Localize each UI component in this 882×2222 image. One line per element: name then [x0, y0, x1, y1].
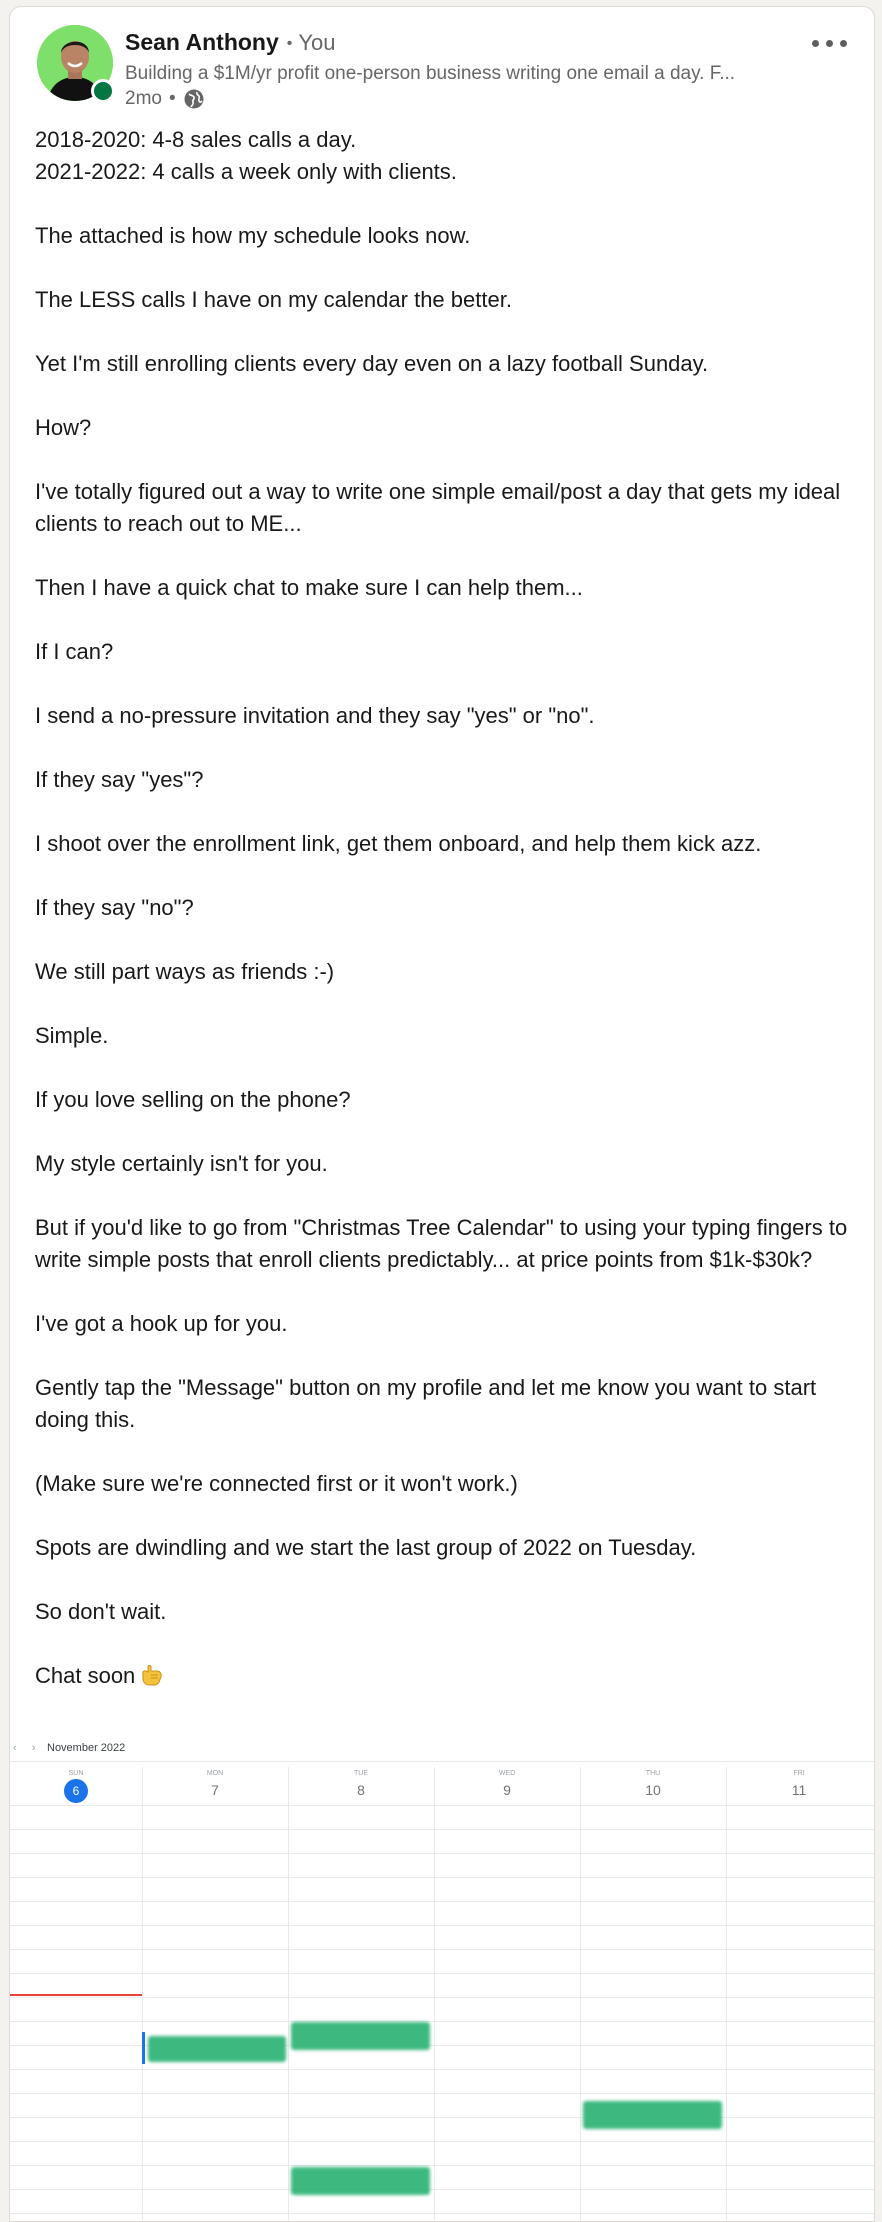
post-paragraph: But if you'd like to go from "Christmas Tree Calendar" to using your typing fingers to write simple posts that enroll clients predictably... at price points from $1k-$30k? [35, 1215, 854, 1272]
post-paragraph: We still part ways as friends :-) [35, 959, 335, 984]
call-me-hand-emoji [139, 1661, 165, 1687]
current-time-line [10, 1994, 142, 1996]
post-paragraph: So don't wait. [35, 1599, 167, 1624]
author-name[interactable]: Sean Anthony [125, 29, 279, 55]
day-number: 9 [503, 1782, 511, 1798]
day-column-header[interactable] [726, 1767, 872, 1803]
post-text [35, 124, 855, 1724]
day-abbr: SUN [68, 1770, 84, 1777]
day-number: 8 [357, 1782, 365, 1798]
author-relation: You [298, 30, 336, 55]
calendar-screenshot[interactable] [10, 1731, 874, 2221]
day-column-header[interactable] [434, 1767, 580, 1803]
post-paragraph: Then I have a quick chat to make sure I can help them... [35, 575, 583, 600]
calendar-event[interactable] [291, 2167, 430, 2195]
separator-dot: • [286, 35, 293, 52]
day-column-header[interactable] [142, 1767, 288, 1803]
closing-text: Chat soon [35, 1663, 136, 1688]
post-paragraph: I've totally figured out a way to write one simple email/post a day that gets my ideal clients to reach out to ME... [35, 479, 847, 536]
post-closing [35, 1660, 855, 1692]
day-abbr: TUE [354, 1770, 368, 1777]
day-column-header[interactable] [580, 1767, 726, 1803]
day-number: 6 [64, 1779, 88, 1803]
post-paragraph: Spots are dwindling and we start the last group of 2022 on Tuesday. [35, 1535, 697, 1560]
post-paragraph: I've got a hook up for you. [35, 1311, 288, 1336]
separator-dot: • [168, 88, 176, 109]
day-number: 11 [791, 1782, 807, 1798]
post-paragraph: Gently tap the "Message" button on my profile and let me know you want to start doing this. [35, 1375, 823, 1432]
day-column-header[interactable] [9, 1767, 149, 1803]
day-abbr: MON [206, 1770, 224, 1777]
post-paragraph: I shoot over the enrollment link, get them onboard, and help them kick azz. [35, 831, 762, 856]
calendar-event[interactable] [291, 2022, 430, 2050]
author-line [125, 27, 336, 61]
calendar-week-grid [10, 1767, 874, 2221]
day-abbr: WED [498, 1770, 516, 1777]
post-paragraph: I send a no-pressure invitation and they say "yes" or "no". [35, 703, 595, 728]
calendar-month-label: November 2022 [47, 1742, 126, 1754]
day-number: 10 [645, 1782, 661, 1798]
calendar-nav-arrows: ‹ › [13, 1742, 42, 1754]
author-headline: Building a $1M/yr profit one-person business writing one email a day. F... [125, 63, 736, 84]
online-status-indicator [91, 79, 115, 103]
more-options-icon[interactable] [810, 31, 850, 55]
post-paragraph: My style certainly isn't for you. [35, 1151, 328, 1176]
post-paragraph: If they say "no"? [35, 895, 194, 920]
globe-icon [183, 88, 205, 110]
post-paragraph: Simple. [35, 1023, 109, 1048]
post-paragraph: If you love selling on the phone? [35, 1087, 351, 1112]
calendar-toolbar [10, 1731, 874, 1761]
calendar-event[interactable] [583, 2101, 722, 2129]
day-number: 7 [211, 1782, 219, 1798]
post-paragraph: If they say "yes"? [35, 767, 204, 792]
day-abbr: THU [645, 1770, 661, 1777]
post-paragraph: The LESS calls I have on my calendar the better. [35, 287, 512, 312]
day-abbr: FRI [793, 1770, 805, 1777]
calendar-event[interactable] [148, 2036, 286, 2062]
post-header [10, 7, 874, 125]
post-paragraph: 2018-2020: 4-8 sales calls a day. 2021-2022: 4 calls a week only with clients. [35, 127, 457, 184]
post-paragraph: The attached is how my schedule looks now. [35, 223, 471, 248]
post-timestamp[interactable]: 2mo [125, 88, 162, 109]
day-column-header[interactable] [288, 1767, 434, 1803]
post-paragraph: If I can? [35, 639, 114, 664]
event-accent-bar [142, 2032, 145, 2064]
post-paragraph: How? [35, 415, 92, 440]
post-paragraph: (Make sure we're connected first or it won't work.) [35, 1471, 518, 1496]
post-meta [125, 87, 205, 111]
post-paragraph: Yet I'm still enrolling clients every day even on a lazy football Sunday. [35, 351, 709, 376]
post-card [9, 6, 875, 2222]
